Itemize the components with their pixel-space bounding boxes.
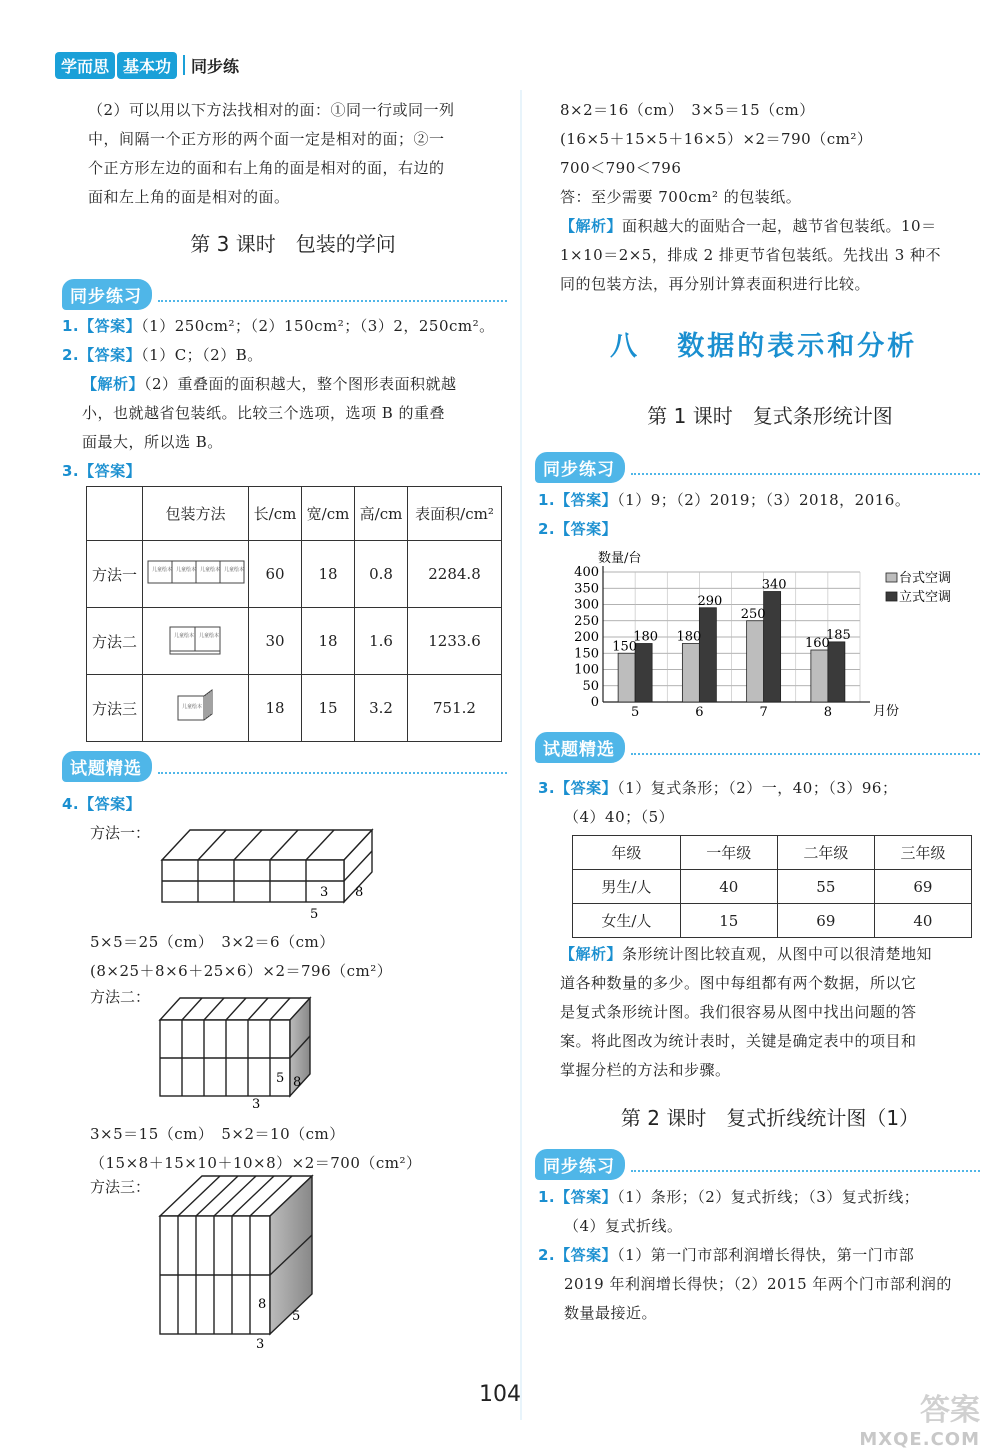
y-tick-label: 100: [574, 662, 599, 678]
y-axis-label: 数量/台: [598, 551, 642, 566]
table-row: [87, 541, 502, 608]
header-cell: 表面积/cm²: [408, 487, 502, 541]
bar-value-label: 160: [804, 636, 830, 651]
cell: 2284.8: [408, 541, 502, 608]
book-label: 儿童绘本: [173, 633, 194, 639]
cell: 18: [302, 541, 355, 608]
y-tick-label: 300: [574, 597, 599, 613]
calc-line: （15×8＋15×10＋10×8）×2＝700（cm²）: [90, 1154, 422, 1172]
header-cell: 长/cm: [249, 487, 302, 541]
intro-line: （2）可以用以下方法找相对的面：①同一行或同一列: [88, 101, 455, 119]
section-label: 试题精选: [62, 751, 152, 782]
method3-figure: [150, 1168, 330, 1350]
calc-line: 700＜790＜796: [560, 159, 682, 177]
bar-value-label: 185: [825, 627, 851, 643]
dim-label: 8: [355, 885, 364, 900]
q3-number: 3.: [62, 462, 80, 480]
q2-number: 2.: [538, 520, 556, 538]
dim-label: 3: [256, 1337, 265, 1350]
calc-line: 5×5＝25（cm） 3×2＝6（cm）: [90, 933, 335, 951]
bar-standing-8: [828, 642, 845, 702]
q2-analysis: 小，也就越省包装纸。比较三个选项，选项 B 的重叠: [82, 404, 446, 422]
r1-answer: （1）条形；（2）复式折线；（3）复式折线；: [617, 1188, 920, 1206]
analysis-line: 同的包装方法，再分别计算表面积进行比较。: [560, 275, 871, 293]
watermark-url: MXQE.COM: [859, 1429, 980, 1450]
book-label: 儿童绘本: [199, 567, 220, 573]
header-cell: 宽/cm: [302, 487, 355, 541]
x-tick-label: 8: [823, 705, 833, 720]
cell: 1.6: [355, 608, 408, 675]
cell: 40: [874, 904, 971, 938]
analysis-line: 是复式条形统计图。我们很容易从图中找出问题的答: [560, 1003, 917, 1021]
chapter-title: [610, 324, 917, 363]
method2-figure: [150, 990, 330, 1110]
column-divider: [520, 90, 522, 1420]
bar-value-label: 340: [761, 577, 787, 593]
cell: 18: [249, 675, 302, 742]
cell: 3.2: [355, 675, 408, 742]
analysis-tag: 【解析】: [560, 217, 623, 235]
analysis-line: 道各种数量的多少。图中每组都有两个数据，所以它: [560, 974, 917, 992]
cell: 55: [777, 870, 874, 904]
book-label: 儿童绘本: [223, 567, 244, 573]
r2-answer: 2019 年利润增长得快；（2）2015 年两个门市部利润的: [564, 1275, 952, 1293]
dim-label: 3: [252, 1097, 261, 1110]
dim-label: 5: [310, 907, 319, 922]
header-cell: 二年级: [777, 836, 874, 870]
section-sync-practice: [535, 1150, 980, 1178]
intro-line: 个正方形左边的面和右上角的面是相对的面，右边的: [88, 159, 445, 177]
brand-subtitle: 同步练: [191, 56, 240, 76]
q4-number: 4.: [62, 795, 80, 813]
cell: 751.2: [408, 675, 502, 742]
q1-answer: （1）250cm²；（2）150cm²；（3）2，250cm²。: [141, 317, 495, 335]
dim-label: 8: [258, 1297, 267, 1312]
analysis-tag: 【解析】: [82, 375, 145, 393]
q2-analysis: 面最大，所以选 B。: [82, 433, 223, 451]
right-analysis-2: [560, 940, 985, 1085]
method1-figure: [150, 812, 380, 922]
x-tick-label: 6: [695, 705, 704, 720]
bar-standing-7: [764, 592, 781, 703]
legend: [886, 570, 951, 605]
answer-tag: 【答案】: [79, 317, 142, 335]
intro-line: 中，间隔一个正方形的两个面一定是相对的面；②一: [88, 130, 445, 148]
bar-desktop-8: [811, 650, 828, 702]
q3-answer: （4）40；（5）: [564, 808, 675, 826]
legend-label: 台式空调: [899, 571, 952, 586]
cell: 1233.6: [408, 608, 502, 675]
bar-value-label: 180: [676, 629, 702, 645]
q2-analysis: （2）重叠面的面积越大，整个图形表面积就越: [144, 375, 457, 393]
section-label: 试题精选: [535, 732, 625, 763]
intro-line: 面和左上角的面是相对的面。: [88, 188, 290, 206]
header-cell: 高/cm: [355, 487, 408, 541]
cell: 60: [249, 541, 302, 608]
q2-answer: （1）C；（2）B。: [141, 346, 263, 364]
bar-standing-5: [635, 644, 652, 703]
method-name: 方法一: [87, 541, 143, 608]
dim-label: 5: [276, 1071, 285, 1086]
bar-desktop-5: [618, 653, 635, 702]
cell: 40: [680, 870, 777, 904]
section-label: 同步练习: [62, 279, 152, 310]
right-calc: [560, 96, 980, 299]
bar-value-label: 250: [740, 606, 766, 622]
cell: 30: [249, 608, 302, 675]
calc-line: (16×5＋15×5＋16×5）×2＝790（cm²）: [560, 130, 873, 148]
chapter-number: 八: [610, 331, 640, 362]
brand-name: 学而思: [55, 52, 115, 79]
table-row: [573, 904, 972, 938]
answer-tag: 【答案】: [79, 795, 142, 813]
y-tick-label: 50: [582, 678, 599, 694]
right-answers-2: [538, 1183, 983, 1328]
dim-label: 5: [292, 1309, 301, 1324]
method2-label: 方法二：: [90, 988, 151, 1006]
calc-line: 8×2＝16（cm） 3×5＝15（cm）: [560, 101, 815, 119]
q3-answer: （1）复式条形；（2）一，40；（3）96；: [617, 779, 898, 797]
q1-answer: （1）9；（2）2019；（3）2018，2016。: [617, 491, 911, 509]
bar-value-label: 180: [633, 629, 659, 645]
section-label: 同步练习: [535, 452, 625, 483]
q4-header: [62, 790, 141, 819]
section-sync-practice: [535, 453, 980, 481]
y-tick-label: 400: [574, 565, 599, 580]
left-intro: [88, 96, 508, 212]
cell: 69: [874, 870, 971, 904]
answer-line: 答：至少需要 700cm² 的包装纸。: [560, 188, 802, 206]
answer-tag: 【答案】: [555, 1188, 618, 1206]
book-label: 儿童绘本: [175, 567, 196, 573]
left-answers: [62, 312, 507, 486]
answer-tag: 【答案】: [79, 346, 142, 364]
book-label: 儿童绘本: [198, 633, 219, 639]
brand-series: 基本功: [117, 52, 177, 79]
section-sync-practice: [62, 280, 507, 308]
answer-tag: 【答案】: [555, 1246, 618, 1264]
dim-label: 8: [293, 1075, 302, 1090]
r2-answer: 数量最接近。: [564, 1304, 658, 1322]
books-image: [143, 675, 249, 742]
cell: 69: [777, 904, 874, 938]
answer-tag: 【答案】: [555, 491, 618, 509]
analysis-line: 1×10＝2×5，排成 2 排更节省包装纸。先找出 3 种不: [560, 246, 942, 264]
header-cell: 一年级: [680, 836, 777, 870]
books-image: [143, 541, 249, 608]
grade-table: [572, 835, 972, 938]
book-label: 儿童绘本: [181, 704, 202, 710]
x-tick-label: 5: [630, 705, 640, 720]
analysis-tag: 【解析】: [560, 945, 623, 963]
analysis-line: 掌握分栏的方法和步骤。: [560, 1061, 731, 1079]
brand-separator: [183, 55, 185, 75]
method-name: 方法三: [87, 675, 143, 742]
q3-number: 3.: [538, 779, 556, 797]
header-cell: 包装方法: [143, 487, 249, 541]
brand-header: [55, 52, 239, 78]
x-tick-label: 7: [759, 705, 768, 720]
answer-tag: 【答案】: [555, 779, 618, 797]
method1-calc: [90, 928, 392, 986]
bar-desktop-7: [747, 621, 764, 702]
row-header: 女生/人: [573, 904, 681, 938]
book-label: 儿童绘本: [151, 567, 172, 573]
right-answers-1: [538, 486, 983, 544]
table-row: [87, 608, 502, 675]
legend-swatch-1: [886, 573, 897, 582]
r2-answer: （1）第一门市部利润增长得快，第一门市部: [617, 1246, 915, 1264]
section-selected-questions: [535, 733, 980, 761]
y-tick-label: 200: [574, 630, 599, 645]
row-header: 男生/人: [573, 870, 681, 904]
cell: 15: [302, 675, 355, 742]
lesson-title-3: 第 3 课时 包装的学问: [190, 232, 396, 256]
q2-number: 2.: [62, 346, 80, 364]
bar-standing-6: [699, 608, 716, 702]
lesson-title-1: 第 1 课时 复式条形统计图: [647, 404, 893, 428]
y-tick-label: 350: [574, 581, 599, 597]
y-tick-label: 250: [574, 613, 599, 629]
r2-number: 2.: [538, 1246, 556, 1264]
y-tick-label: 150: [574, 646, 599, 662]
q1-number: 1.: [62, 317, 80, 335]
bar-chart: [560, 545, 970, 725]
lesson-title-2: 第 2 课时 复式折线统计图（1）: [620, 1106, 920, 1130]
header-cell: 三年级: [874, 836, 971, 870]
legend-label: 立式空调: [899, 590, 952, 605]
watermark: [859, 1385, 980, 1450]
table-row: [573, 870, 972, 904]
page-number: 104: [479, 1382, 521, 1407]
cell: 18: [302, 608, 355, 675]
q1-number: 1.: [538, 491, 556, 509]
chapter-name: 数据的表示和分析: [677, 331, 918, 362]
answer-tag: 【答案】: [555, 520, 618, 538]
method-name: 方法二: [87, 608, 143, 675]
cell: 15: [680, 904, 777, 938]
books-image: [143, 608, 249, 675]
bar-desktop-6: [682, 644, 699, 703]
answer-tag: 【答案】: [79, 462, 142, 480]
section-selected-questions: [62, 752, 507, 780]
legend-swatch-2: [886, 592, 897, 601]
r1-answer: （4）复式折线。: [564, 1217, 683, 1235]
right-q3: [538, 774, 983, 832]
packaging-table: [86, 486, 502, 742]
calc-line: (8×25＋8×6＋25×6）×2＝796（cm²）: [90, 962, 393, 980]
cell: 0.8: [355, 541, 408, 608]
watermark-logo: 答案: [920, 1393, 980, 1428]
analysis-line: 条形统计图比较直观，从图中可以很清楚地知: [622, 945, 933, 963]
analysis-line: 面积越大的面贴合一起，越节省包装纸。10＝: [622, 217, 937, 235]
analysis-line: 案。将此图改为统计表时，关键是确定表中的项目和: [560, 1032, 917, 1050]
y-tick-label: 0: [590, 695, 599, 710]
header-cell: 年级: [573, 836, 681, 870]
bar-value-label: 150: [612, 639, 638, 655]
method3-label: 方法三：: [90, 1178, 151, 1196]
r1-number: 1.: [538, 1188, 556, 1206]
table-row: [87, 675, 502, 742]
method1-label: 方法一：: [90, 824, 151, 842]
calc-line: 3×5＝15（cm） 5×2＝10（cm）: [90, 1125, 345, 1143]
bar-value-label: 290: [697, 593, 723, 609]
dim-label: 3: [320, 885, 329, 900]
section-label: 同步练习: [535, 1149, 625, 1180]
x-axis-label: 月份: [873, 704, 900, 719]
